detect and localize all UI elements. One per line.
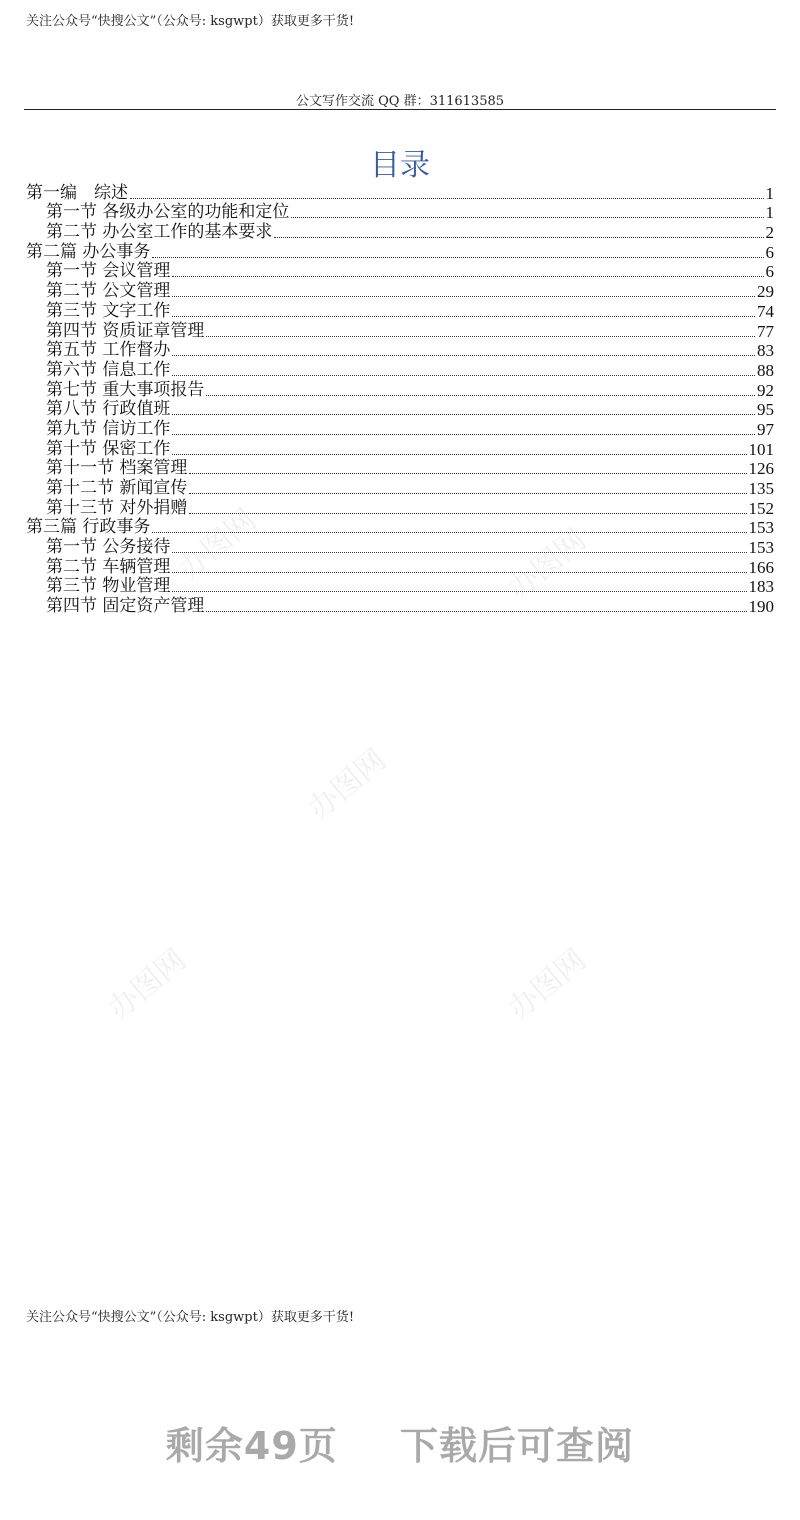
toc-entry-page: 29 [757, 282, 774, 302]
download-prompt-label: 下载后可查阅 [400, 1424, 635, 1468]
toc-entry-page: 83 [757, 341, 774, 361]
toc-section-entry[interactable] [26, 459, 774, 479]
watermark: 办图网 [501, 942, 593, 1028]
toc-leader-dots [206, 610, 746, 612]
toc-section-entry[interactable] [26, 360, 774, 380]
toc-entry-label: 第二节 公文管理 [46, 281, 171, 302]
header-divider [24, 109, 776, 110]
toc-entry-page: 152 [748, 498, 774, 518]
toc-part-entry[interactable] [26, 183, 774, 203]
toc-leader-dots [172, 551, 746, 553]
toc-section-entry[interactable] [26, 439, 774, 459]
toc-entry-label: 第一节 会议管理 [46, 261, 171, 282]
toc-entry-label: 第三节 文字工作 [46, 300, 171, 321]
toc-entry-label: 第三篇 行政事务 [26, 517, 151, 538]
table-of-contents [26, 183, 774, 616]
watermark: 办图网 [301, 742, 393, 828]
toc-leader-dots [172, 590, 746, 592]
toc-entry-page: 74 [757, 301, 774, 321]
toc-section-entry[interactable] [26, 400, 774, 420]
toc-leader-dots [152, 256, 763, 258]
toc-entry-label: 第十二节 新闻宣传 [46, 478, 188, 498]
toc-title: 目录 [370, 148, 430, 183]
download-banner[interactable] [0, 1415, 800, 1470]
toc-entry-label: 第一编 综述 [26, 182, 128, 203]
watermark: 办图网 [501, 522, 593, 608]
toc-entry-label: 第六节 信息工作 [46, 359, 171, 380]
toc-entry-label: 第一节 公务接待 [46, 537, 171, 558]
toc-section-entry[interactable] [26, 301, 774, 321]
toc-entry-label: 第十节 保密工作 [46, 438, 171, 459]
toc-leader-dots [206, 394, 755, 396]
toc-entry-label: 第九节 信访工作 [46, 418, 171, 439]
toc-entry-page: 2 [765, 223, 774, 243]
toc-leader-dots [172, 571, 746, 573]
toc-leader-dots [274, 236, 763, 238]
toc-entry-page: 77 [757, 321, 774, 341]
toc-entry-page: 126 [748, 459, 774, 479]
toc-entry-page: 92 [757, 380, 774, 400]
toc-entry-page: 101 [748, 439, 774, 459]
toc-entry-label: 第十一节 档案管理 [46, 458, 188, 479]
watermark: 办图网 [101, 942, 193, 1028]
toc-leader-dots [172, 433, 755, 435]
toc-section-entry[interactable] [26, 478, 774, 498]
toc-leader-dots [152, 531, 746, 533]
toc-entry-label: 第一节 各级办公室的功能和定位 [46, 202, 290, 223]
toc-entry-page: 6 [765, 262, 774, 282]
toc-entry-label: 第十三节 对外捐赠 [46, 497, 188, 518]
toc-entry-page: 166 [748, 557, 774, 577]
toc-leader-dots [172, 453, 746, 455]
toc-entry-label: 第二篇 办公事务 [26, 241, 151, 262]
toc-section-entry[interactable] [26, 222, 774, 242]
footer-promo-note: 关注公众号“快搜公文”（公众号: ksgwpt）获取更多干货! [26, 1310, 355, 1325]
toc-section-entry[interactable] [26, 498, 774, 518]
toc-entry-label: 第八节 行政值班 [46, 399, 171, 420]
toc-leader-dots [172, 275, 763, 277]
toc-leader-dots [172, 413, 755, 415]
toc-section-entry[interactable] [26, 419, 774, 439]
header-qq-group: 公文写作交流 QQ 群：311613585 [295, 94, 505, 109]
toc-section-entry[interactable] [26, 262, 774, 282]
toc-leader-dots [206, 335, 755, 337]
toc-leader-dots [291, 216, 763, 218]
toc-leader-dots [189, 492, 746, 494]
toc-leader-dots [172, 374, 755, 376]
toc-section-entry[interactable] [26, 281, 774, 301]
toc-entry-page: 135 [748, 479, 774, 498]
toc-leader-dots [172, 354, 755, 356]
toc-leader-dots [130, 197, 764, 199]
toc-section-entry[interactable] [26, 203, 774, 223]
watermark: 办图网 [171, 502, 263, 588]
toc-entry-page: 97 [757, 419, 774, 439]
toc-entry-page: 1 [765, 183, 774, 203]
toc-entry-page: 153 [748, 518, 774, 538]
toc-section-entry[interactable] [26, 577, 774, 597]
toc-leader-dots [172, 315, 755, 317]
toc-entry-label: 第三节 物业管理 [46, 576, 171, 597]
toc-entry-page: 190 [748, 597, 774, 617]
top-promo-note: 关注公众号“快搜公文”（公众号: ksgwpt）获取更多干货! [26, 14, 355, 29]
toc-entry-page: 153 [748, 538, 774, 558]
toc-section-entry[interactable] [26, 596, 774, 616]
toc-entry-page: 1 [765, 203, 774, 223]
toc-entry-label: 第五节 工作督办 [46, 340, 171, 361]
toc-entry-page: 183 [748, 577, 774, 597]
remaining-pages-label: 剩余49页 [165, 1424, 338, 1468]
toc-section-entry[interactable] [26, 341, 774, 361]
toc-entry-page: 95 [757, 400, 774, 420]
toc-section-entry[interactable] [26, 537, 774, 557]
toc-leader-dots [189, 512, 746, 514]
toc-leader-dots [189, 472, 746, 474]
toc-part-entry[interactable] [26, 242, 774, 262]
toc-entry-label: 第二节 办公室工作的基本要求 [46, 222, 273, 243]
toc-section-entry[interactable] [26, 321, 774, 341]
toc-entry-label: 第四节 固定资产管理 [46, 596, 205, 617]
toc-section-entry[interactable] [26, 380, 774, 400]
toc-section-entry[interactable] [26, 557, 774, 577]
toc-entry-label: 第七节 重大事项报告 [46, 379, 205, 400]
toc-entry-label: 第二节 车辆管理 [46, 556, 171, 577]
toc-entry-label: 第四节 资质证章管理 [46, 320, 205, 341]
toc-entry-page: 88 [757, 360, 774, 380]
toc-part-entry[interactable] [26, 518, 774, 538]
toc-leader-dots [172, 295, 755, 297]
toc-entry-page: 6 [765, 242, 774, 262]
